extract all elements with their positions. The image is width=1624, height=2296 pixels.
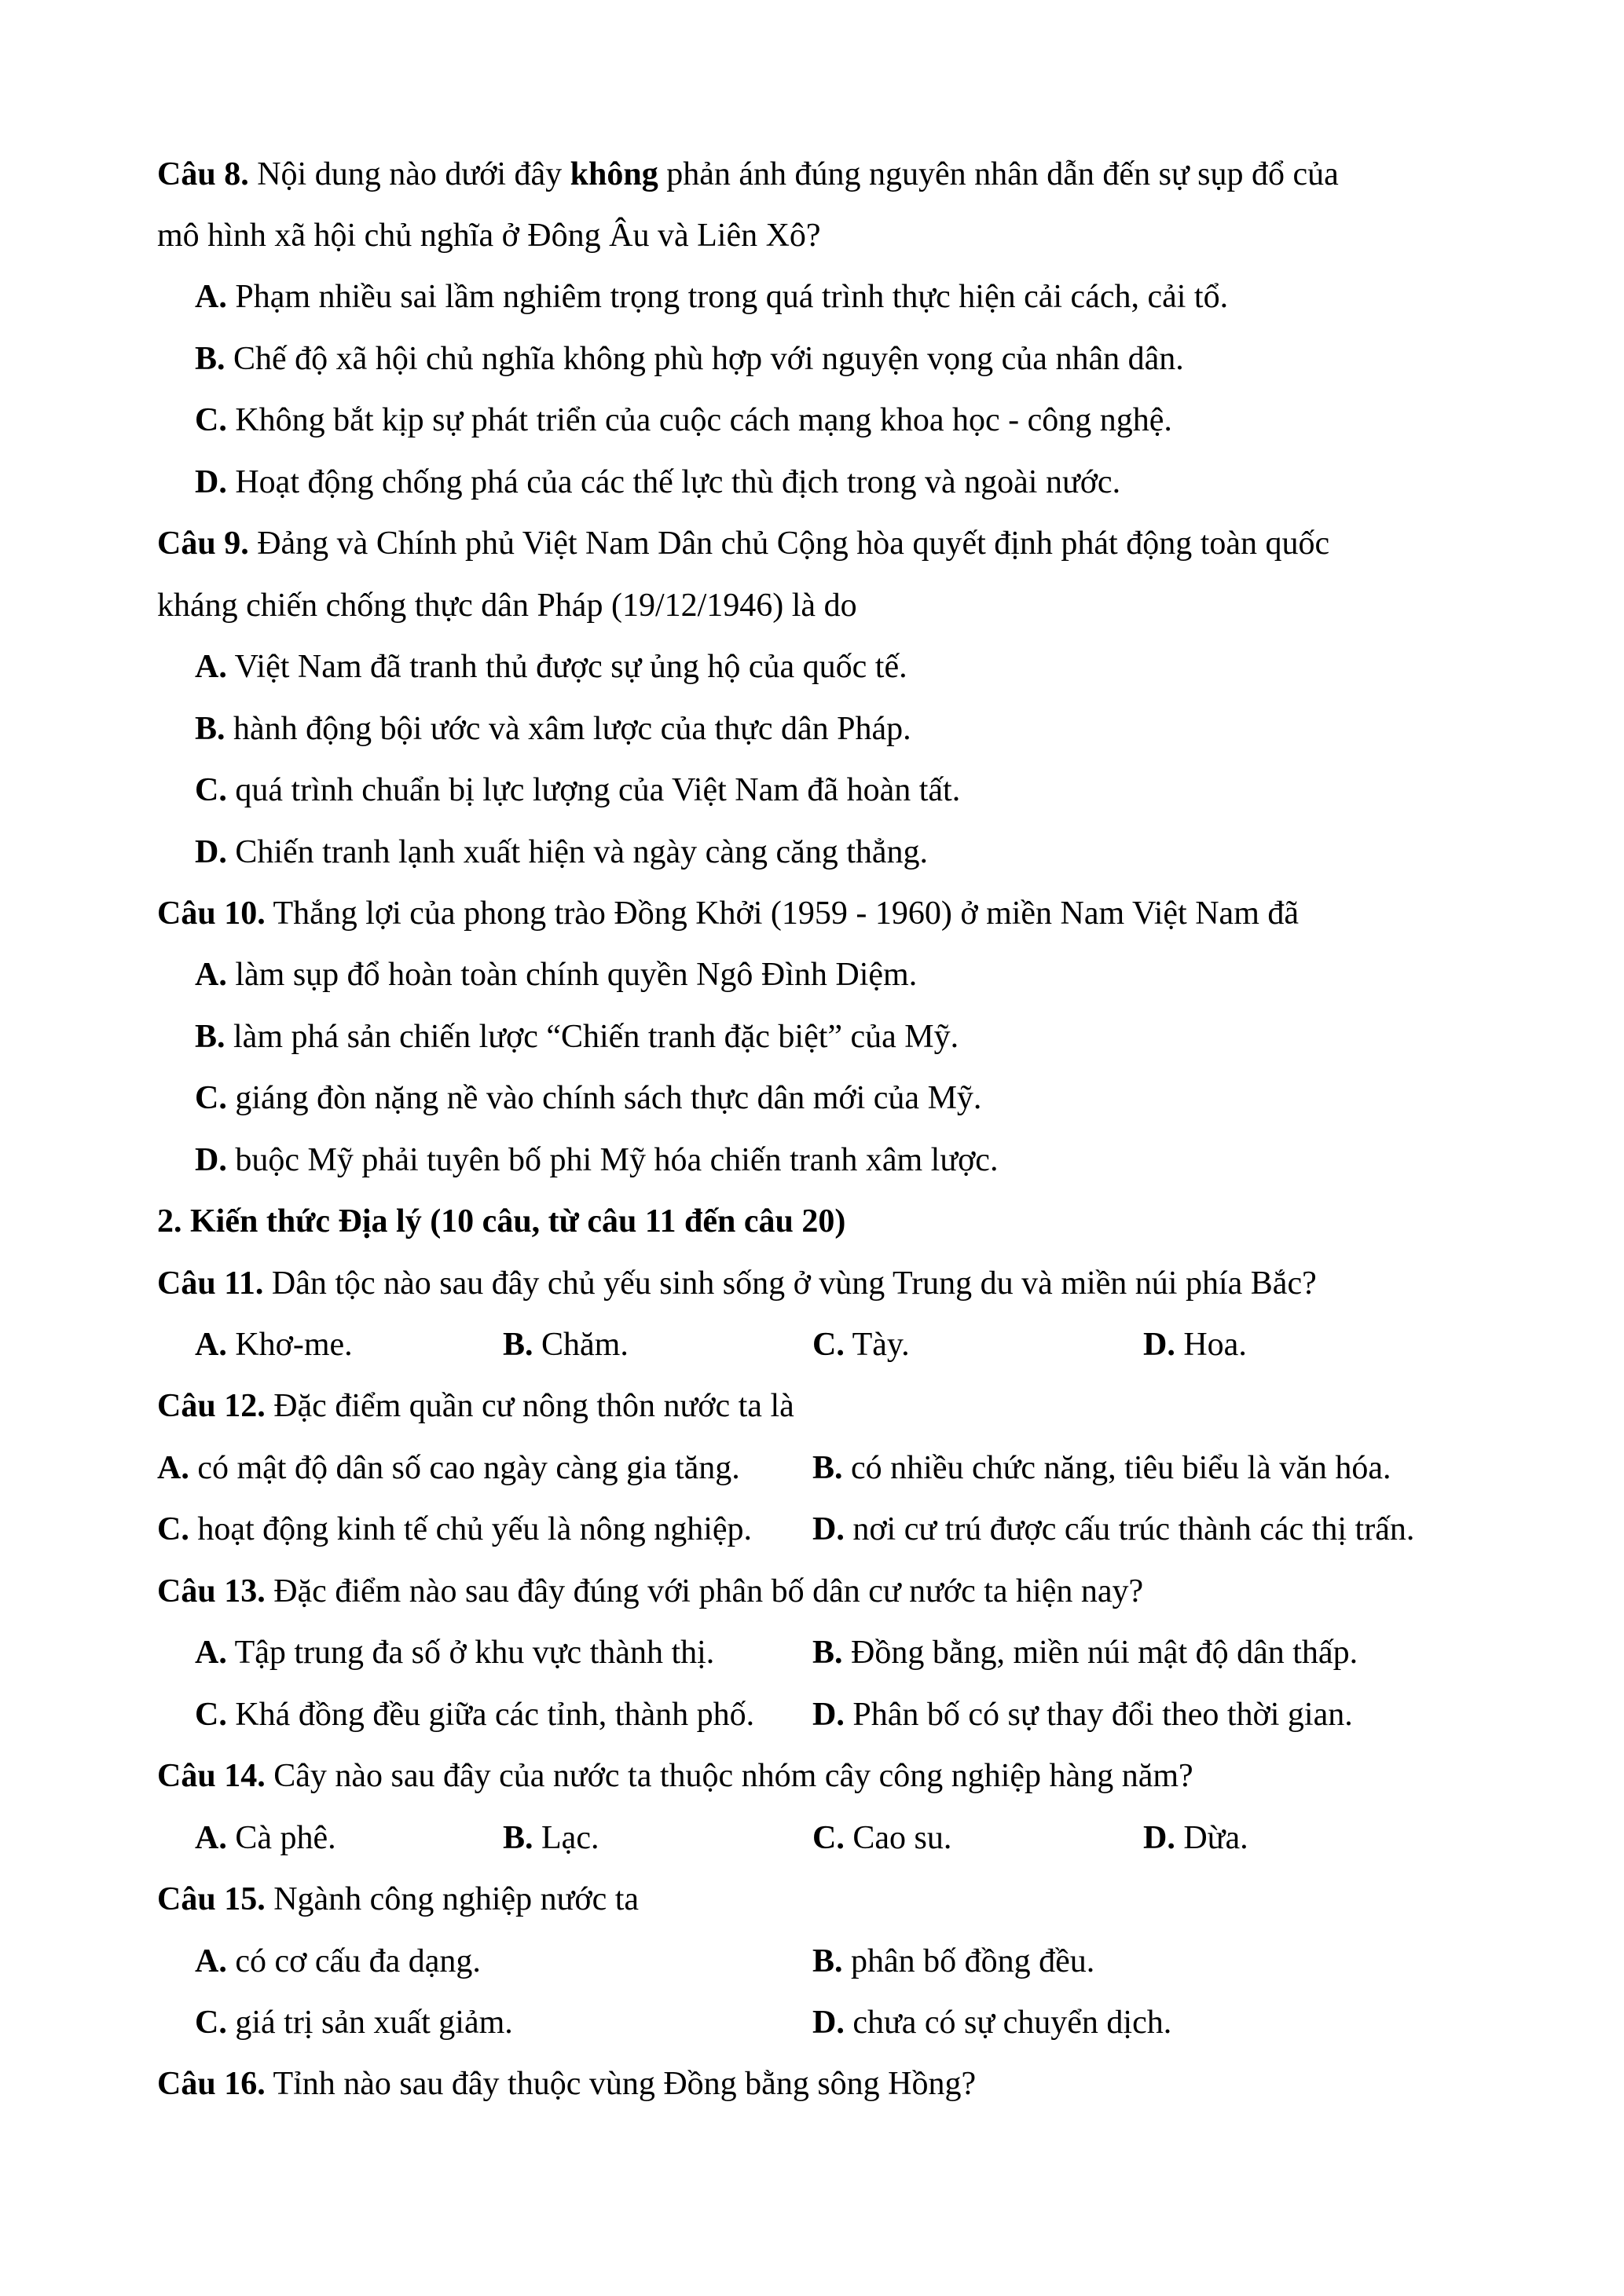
q9-option-b[interactable]: B. hành động bội ước và xâm lược của thực dân Pháp. <box>195 711 911 747</box>
q13-option-d[interactable]: D. Phân bố có sự thay đổi theo thời gian. <box>812 1697 1353 1733</box>
q8-option-c[interactable]: C. Không bắt kịp sự phát triển của cuộc cách mạng khoa học - công nghệ. <box>195 402 1172 438</box>
q15-option-b[interactable]: B. phân bố đồng đều. <box>812 1943 1095 1979</box>
q12-option-a[interactable]: A. có mật độ dân số cao ngày càng gia tăng. <box>157 1450 740 1486</box>
question-label: Câu 9. <box>157 525 249 562</box>
question-label: Câu 16. <box>157 2066 266 2102</box>
q13-option-a[interactable]: A. Tập trung đa số ở khu vực thành thị. <box>195 1635 715 1671</box>
question-9-stem: Câu 9. Đảng và Chính phủ Việt Nam Dân chủ Cộng hòa quyết định phát động toàn quốc <box>157 525 1330 562</box>
q13-option-c[interactable]: C. Khá đồng đều giữa các tỉnh, thành phố. <box>195 1697 755 1733</box>
q12-option-b[interactable]: B. có nhiều chức năng, tiêu biểu là văn hóa. <box>812 1450 1391 1486</box>
q15-option-d[interactable]: D. chưa có sự chuyển dịch. <box>812 2005 1172 2041</box>
q15-option-a[interactable]: A. có cơ cấu đa dạng. <box>195 1943 481 1979</box>
question-11-stem: Câu 11. Dân tộc nào sau đây chủ yếu sinh sống ở vùng Trung du và miền núi phía Bắc? <box>157 1265 1317 1302</box>
q9-option-a[interactable]: A. Việt Nam đã tranh thủ được sự ủng hộ của quốc tế. <box>195 649 907 685</box>
question-8-stem-cont: mô hình xã hội chủ nghĩa ở Đông Âu và Liên Xô? <box>157 218 821 254</box>
q14-option-b[interactable]: B. Lạc. <box>503 1820 599 1856</box>
question-label: Câu 14. <box>157 1758 266 1794</box>
q8-option-b[interactable]: B. Chế độ xã hội chủ nghĩa không phù hợp với nguyện vọng của nhân dân. <box>195 341 1184 377</box>
question-label: Câu 15. <box>157 1881 266 1917</box>
q10-option-d[interactable]: D. buộc Mỹ phải tuyên bố phi Mỹ hóa chiến tranh xâm lược. <box>195 1142 999 1178</box>
section-heading: 2. Kiến thức Địa lý (10 câu, từ câu 11 đến câu 20) <box>157 1203 846 1240</box>
question-label: Câu 11. <box>157 1265 264 1302</box>
q11-option-a[interactable]: A. Khơ-me. <box>195 1327 353 1363</box>
q9-option-d[interactable]: D. Chiến tranh lạnh xuất hiện và ngày càng căng thẳng. <box>195 834 929 870</box>
question-9-stem-cont: kháng chiến chống thực dân Pháp (19/12/1946) là do <box>157 588 857 624</box>
q14-option-a[interactable]: A. Cà phê. <box>195 1820 336 1856</box>
q14-option-d[interactable]: D. Dừa. <box>1143 1820 1248 1856</box>
question-8-stem: Câu 8. Nội dung nào dưới đây không phản ánh đúng nguyên nhân dẫn đến sự sụp đổ của <box>157 156 1339 192</box>
question-label: Câu 8. <box>157 156 249 192</box>
question-15-stem: Câu 15. Ngành công nghiệp nước ta <box>157 1881 640 1917</box>
q13-option-b[interactable]: B. Đồng bằng, miền núi mật độ dân thấp. <box>812 1635 1358 1671</box>
q10-option-c[interactable]: C. giáng đòn nặng nề vào chính sách thực dân mới của Mỹ. <box>195 1080 982 1116</box>
question-16-stem: Câu 16. Tỉnh nào sau đây thuộc vùng Đồng bằng sông Hồng? <box>157 2066 977 2102</box>
q10-option-a[interactable]: A. làm sụp đổ hoàn toàn chính quyền Ngô Đình Diệm. <box>195 957 918 993</box>
q12-option-d[interactable]: D. nơi cư trú được cấu trúc thành các thị trấn. <box>812 1511 1415 1547</box>
q11-option-b[interactable]: B. Chăm. <box>503 1327 629 1363</box>
q8-option-d[interactable]: D. Hoạt động chống phá của các thế lực thù địch trong và ngoài nước. <box>195 464 1121 500</box>
question-label: Câu 12. <box>157 1388 266 1424</box>
question-12-stem: Câu 12. Đặc điểm quần cư nông thôn nước ta là <box>157 1388 794 1424</box>
q12-option-c[interactable]: C. hoạt động kinh tế chủ yếu là nông nghiệp. <box>157 1511 753 1547</box>
q8-option-a[interactable]: A. Phạm nhiều sai lầm nghiêm trọng trong quá trình thực hiện cải cách, cải tổ. <box>195 279 1229 315</box>
question-13-stem: Câu 13. Đặc điểm nào sau đây đúng với phân bố dân cư nước ta hiện nay? <box>157 1573 1144 1609</box>
question-label: Câu 13. <box>157 1573 266 1609</box>
q10-option-b[interactable]: B. làm phá sản chiến lược “Chiến tranh đặc biệt” của Mỹ. <box>195 1019 959 1055</box>
q11-option-c[interactable]: C. Tày. <box>812 1327 910 1363</box>
q15-option-c[interactable]: C. giá trị sản xuất giảm. <box>195 2005 513 2041</box>
question-10-stem: Câu 10. Thắng lợi của phong trào Đồng Khởi (1959 - 1960) ở miền Nam Việt Nam đã <box>157 895 1300 932</box>
emphasis-not: không <box>570 156 658 192</box>
q11-option-d[interactable]: D. Hoa. <box>1143 1327 1247 1363</box>
q14-option-c[interactable]: C. Cao su. <box>812 1820 952 1856</box>
question-label: Câu 10. <box>157 895 266 932</box>
q9-option-c[interactable]: C. quá trình chuẩn bị lực lượng của Việt Nam đã hoàn tất. <box>195 772 961 808</box>
question-14-stem: Câu 14. Cây nào sau đây của nước ta thuộc nhóm cây công nghiệp hàng năm? <box>157 1758 1193 1794</box>
